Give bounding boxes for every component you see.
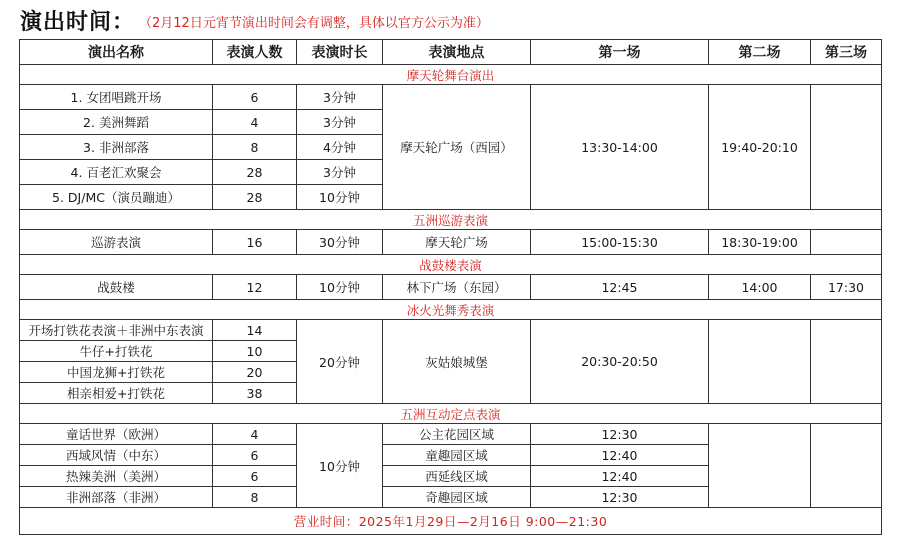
row-count: 8 (213, 135, 297, 160)
row-location: 林下广场（东园） (383, 275, 531, 300)
row-count: 10 (213, 341, 297, 362)
row-name: 3. 非洲部落 (20, 135, 213, 160)
row-duration: 10分钟 (297, 275, 383, 300)
header-third: 第三场 (811, 40, 882, 65)
row-name: 战鼓楼 (20, 275, 213, 300)
row-name: 中国龙狮+打铁花 (20, 362, 213, 383)
section-parade-title: 五洲巡游表演 (20, 210, 882, 230)
fire-second (709, 320, 811, 404)
row-first: 15:00-15:30 (531, 230, 709, 255)
table-row (20, 320, 882, 341)
section-fire-title: 冰火光舞秀表演 (20, 300, 882, 320)
fire-duration: 20分钟 (297, 320, 383, 404)
row-count: 6 (213, 466, 297, 487)
row-second: 14:00 (709, 275, 811, 300)
row-location: 西延线区域 (383, 466, 531, 487)
row-duration: 3分钟 (297, 85, 383, 110)
row-third: 17:30 (811, 275, 882, 300)
row-count: 28 (213, 185, 297, 210)
row-name: 2. 美洲舞蹈 (20, 110, 213, 135)
row-first: 12:40 (531, 466, 709, 487)
row-duration: 3分钟 (297, 160, 383, 185)
row-count: 4 (213, 110, 297, 135)
row-second: 18:30-19:00 (709, 230, 811, 255)
row-first: 12:30 (531, 424, 709, 445)
page-title: 演出时间： (20, 9, 136, 35)
row-name: 童话世界（欧洲） (20, 424, 213, 445)
row-name: 4. 百老汇欢聚会 (20, 160, 213, 185)
fire-location: 灰姑娘城堡 (383, 320, 531, 404)
row-count: 28 (213, 160, 297, 185)
header-first: 第一场 (531, 40, 709, 65)
title-note: （2月12日元宵节演出时间会有调整，具体以官方公示为准） (139, 16, 489, 31)
header-duration: 表演时长 (297, 40, 383, 65)
header-second: 第二场 (709, 40, 811, 65)
ferris-second: 19:40-20:10 (709, 85, 811, 210)
row-duration: 3分钟 (297, 110, 383, 135)
row-duration: 10分钟 (297, 185, 383, 210)
row-name: 1. 女团唱跳开场 (20, 85, 213, 110)
ferris-third (811, 85, 882, 210)
row-count: 12 (213, 275, 297, 300)
section-spots-title: 五洲互动定点表演 (20, 404, 882, 424)
row-location: 公主花园区域 (383, 424, 531, 445)
row-name: 开场打铁花表演＋非洲中东表演 (20, 320, 213, 341)
row-name: 5. DJ/MC（演员蹦迪） (20, 185, 213, 210)
table-row (20, 85, 882, 110)
row-count: 38 (213, 383, 297, 404)
fire-third (811, 320, 882, 404)
row-count: 20 (213, 362, 297, 383)
row-name: 相亲相爱+打铁花 (20, 383, 213, 404)
row-name: 非洲部落（非洲） (20, 487, 213, 508)
row-duration: 30分钟 (297, 230, 383, 255)
spots-third (811, 424, 882, 508)
table-row (20, 230, 882, 255)
row-first: 12:45 (531, 275, 709, 300)
header-name: 演出名称 (20, 40, 213, 65)
schedule-table (19, 39, 882, 535)
row-location: 摩天轮广场 (383, 230, 531, 255)
row-location: 童趣园区域 (383, 445, 531, 466)
row-count: 16 (213, 230, 297, 255)
ferris-first: 13:30-14:00 (531, 85, 709, 210)
opening-hours: 营业时间：2025年1月29日—2月16日 9:00—21:30 (20, 508, 882, 535)
spots-second (709, 424, 811, 508)
section-ferris-title: 摩天轮舞台演出 (20, 65, 882, 85)
header-location: 表演地点 (383, 40, 531, 65)
row-third (811, 230, 882, 255)
row-count: 14 (213, 320, 297, 341)
table-row (20, 275, 882, 300)
header-row (20, 40, 882, 65)
row-count: 4 (213, 424, 297, 445)
row-name: 牛仔+打铁花 (20, 341, 213, 362)
section-drum-title: 战鼓楼表演 (20, 255, 882, 275)
row-name: 巡游表演 (20, 230, 213, 255)
title-row (20, 4, 489, 36)
ferris-location: 摩天轮广场（西园） (383, 85, 531, 210)
row-duration: 4分钟 (297, 135, 383, 160)
fire-first: 20:30-20:50 (531, 320, 709, 404)
row-count: 6 (213, 85, 297, 110)
spots-duration: 10分钟 (297, 424, 383, 508)
row-first: 12:30 (531, 487, 709, 508)
row-count: 6 (213, 445, 297, 466)
row-count: 8 (213, 487, 297, 508)
row-location: 奇趣园区域 (383, 487, 531, 508)
header-count: 表演人数 (213, 40, 297, 65)
row-name: 西域风情（中东） (20, 445, 213, 466)
row-name: 热辣美洲（美洲） (20, 466, 213, 487)
row-first: 12:40 (531, 445, 709, 466)
table-row (20, 424, 882, 445)
